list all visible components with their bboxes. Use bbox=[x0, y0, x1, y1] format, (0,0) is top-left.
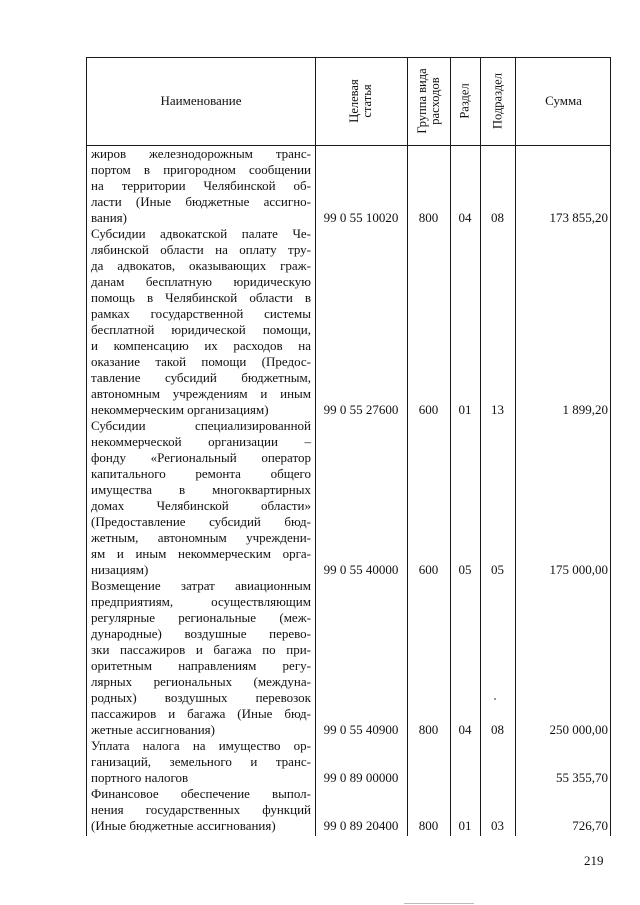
header-amount: Сумма bbox=[545, 93, 582, 108]
header-name: Наименование bbox=[160, 93, 242, 108]
column-divider bbox=[407, 57, 408, 836]
row-section: 05 bbox=[458, 562, 472, 577]
row-expense-group: 600 bbox=[418, 402, 439, 417]
row-amount: 250 000,00 bbox=[549, 722, 608, 737]
column-divider bbox=[480, 57, 481, 836]
row-amount: 175 000,00 bbox=[549, 562, 608, 577]
column-divider bbox=[515, 57, 516, 836]
header-subsection: Подраздел bbox=[490, 73, 504, 129]
budget-table bbox=[86, 57, 611, 836]
scan-edge-mark bbox=[404, 903, 474, 904]
row-subsection: 03 bbox=[491, 818, 504, 833]
row-expense-group: 800 bbox=[418, 722, 439, 737]
header-expense-group: Группа вида расходов bbox=[414, 68, 442, 134]
row-subsection: 13 bbox=[491, 402, 504, 417]
row-target-article: 99 0 55 40900 bbox=[323, 722, 399, 737]
row-section: 04 bbox=[458, 210, 472, 225]
row-description: Уплата налога на имущество ор- ганизаций, земельного и транс- портного налогов bbox=[91, 738, 311, 785]
row-amount: 726,70 bbox=[572, 818, 608, 833]
row-amount: 173 855,20 bbox=[549, 210, 608, 225]
row-target-article: 99 0 55 10020 bbox=[323, 210, 399, 225]
row-subsection: 05 bbox=[491, 562, 504, 577]
row-description: Субсидии адвокатской палате Че- лябинской области на оплату тру- да адвокатов, оказывающих граж- данам бесплатную юридическую помощь в Челябинской области в рамках государственной системы бесплатной юридической помощи, и компенсацию их расходов на оказание такой помощи (Предос- тавление субсидий бюджетным, автономным учреждениям и иным некоммерческим организациям) bbox=[91, 226, 311, 417]
row-section: 01 bbox=[458, 402, 472, 417]
row-description: Возмещение затрат авиационным предприятиям, осуществляющим регулярные региональные (меж- дународные) воздушные перево- зки пассажиров и багажа по при- оритетным направлениям регу- лярных региональных (междуна- родных) воздушных перевозок пассажиров и багажа (Иные бюд- жетные ассигнования) bbox=[91, 578, 311, 737]
row-target-article: 99 0 89 00000 bbox=[323, 770, 399, 785]
row-subsection: 08 bbox=[491, 210, 504, 225]
row-amount: 55 355,70 bbox=[556, 770, 608, 785]
row-subsection: 08 bbox=[491, 722, 504, 737]
row-expense-group: 600 bbox=[418, 562, 439, 577]
header-section: Раздел bbox=[457, 83, 472, 119]
row-amount: 1 899,20 bbox=[562, 402, 608, 417]
row-section: 04 bbox=[458, 722, 472, 737]
column-divider bbox=[450, 57, 451, 836]
row-description: Субсидии специализированной некоммерческой организации – фонду «Региональный оператор капитального ремонта общего имущества в многоквартирных домах Челябинской области» (Предоставление субсидий бюд- жетным, автономным учреждени- ям и иным некоммерческим орга- низациям) bbox=[91, 418, 311, 577]
column-divider bbox=[315, 57, 316, 836]
row-section: 01 bbox=[458, 818, 472, 833]
page-number: 219 bbox=[584, 853, 604, 868]
row-target-article: 99 0 55 27600 bbox=[323, 402, 399, 417]
scan-speck bbox=[494, 698, 496, 700]
row-expense-group: 800 bbox=[418, 818, 439, 833]
row-description: жиров железнодорожным транс- портом в пригородном сообщении на территории Челябинской об- ласти (Иные бюджетные ассигно- вания) bbox=[91, 146, 311, 225]
row-target-article: 99 0 89 20400 bbox=[323, 818, 399, 833]
header-target-article: Целевая статья bbox=[347, 79, 374, 123]
row-expense-group: 800 bbox=[418, 210, 439, 225]
row-target-article: 99 0 55 40000 bbox=[323, 562, 399, 577]
row-description: Финансовое обеспечение выпол- нения государственных функций (Иные бюджетные ассигнования) bbox=[91, 786, 311, 833]
